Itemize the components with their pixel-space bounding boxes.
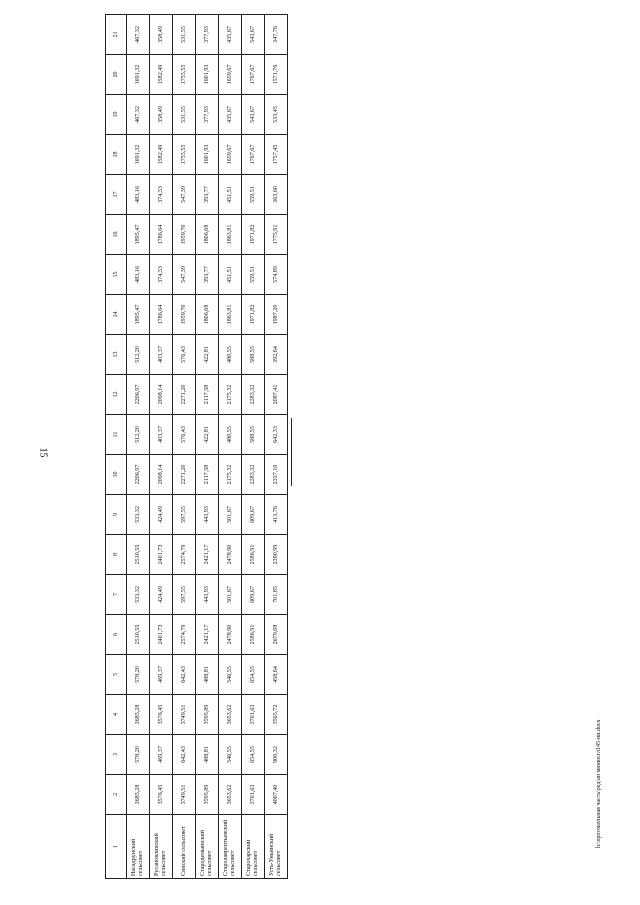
column-header: 4	[106, 695, 127, 735]
column-header: 21	[106, 15, 127, 55]
value-cell: 393,77	[196, 255, 219, 295]
value-cell: 2206,97	[127, 375, 150, 415]
column-header: 19	[106, 95, 127, 135]
value-cell: 2098,14	[150, 375, 173, 415]
table-row	[196, 15, 219, 879]
value-cell: 1863,81	[219, 215, 242, 255]
value-cell: 3576,45	[150, 695, 173, 735]
value-cell: 2510,55	[127, 615, 150, 655]
value-cell: 347,76	[265, 15, 288, 55]
value-cell: 2401,73	[150, 615, 173, 655]
value-cell: 3761,63	[242, 775, 265, 815]
value-cell: 1971,82	[242, 295, 265, 335]
value-cell: 483,16	[127, 255, 150, 295]
value-cell: 451,51	[219, 175, 242, 215]
value-cell: 467,32	[127, 95, 150, 135]
value-cell: 2421,17	[196, 535, 219, 575]
value-cell: 358,49	[150, 15, 173, 55]
table-header-row	[106, 15, 127, 879]
value-cell: 3576,45	[150, 775, 173, 815]
value-cell: 3595,89	[196, 695, 219, 735]
value-cell: 2478,90	[219, 535, 242, 575]
value-cell: 1757,45	[265, 135, 288, 175]
value-cell: 576,43	[173, 335, 196, 375]
value-cell: 3685,28	[127, 775, 150, 815]
column-header: 13	[106, 335, 127, 375]
value-cell: 2175,32	[219, 375, 242, 415]
value-cell: 443,93	[196, 575, 219, 615]
value-cell: 403,37	[150, 335, 173, 375]
row-name-cell: Старохарский сельсовет	[242, 815, 265, 879]
column-header: 17	[106, 175, 127, 215]
value-cell: 1959,70	[173, 215, 196, 255]
value-cell: 3749,51	[173, 695, 196, 735]
value-cell: 1959,70	[173, 295, 196, 335]
value-cell: 609,67	[242, 495, 265, 535]
value-cell: 374,33	[150, 255, 173, 295]
value-cell: 2421,17	[196, 615, 219, 655]
value-cell: 1895,47	[127, 295, 150, 335]
value-cell: 1601,93	[196, 55, 219, 95]
row-name-cell: Старолаврентьевский сельсовет	[219, 815, 242, 879]
row-name-cell: Русановлинский сельсовет	[150, 815, 173, 879]
value-cell: 392,64	[265, 335, 288, 375]
column-header: 20	[106, 55, 127, 95]
column-header: 7	[106, 575, 127, 615]
value-cell: 374,33	[150, 175, 173, 215]
value-cell: 2401,73	[150, 535, 173, 575]
value-cell: 900,32	[265, 735, 288, 775]
column-header: 8	[106, 535, 127, 575]
value-cell: 576,43	[173, 415, 196, 455]
value-cell: 424,49	[150, 575, 173, 615]
value-cell: 512,20	[127, 335, 150, 375]
value-cell: 1755,55	[173, 55, 196, 95]
column-header: 6	[106, 615, 127, 655]
value-cell: 1659,67	[219, 135, 242, 175]
value-cell: 467,32	[127, 15, 150, 55]
table-row	[127, 15, 150, 879]
value-cell: 1806,08	[196, 215, 219, 255]
value-cell: 480,55	[219, 335, 242, 375]
value-cell: 469,37	[150, 735, 173, 775]
value-cell: 2175,32	[219, 455, 242, 495]
value-cell: 588,55	[242, 335, 265, 375]
value-cell: 533,32	[127, 495, 150, 535]
value-cell: 533,45	[265, 95, 288, 135]
value-cell: 2271,20	[173, 375, 196, 415]
data-table	[105, 14, 288, 879]
value-cell: 609,67	[242, 575, 265, 615]
value-cell: 2574,79	[173, 535, 196, 575]
value-cell: 642,43	[173, 655, 196, 695]
value-cell: 424,49	[150, 495, 173, 535]
value-cell: 3761,63	[242, 695, 265, 735]
page-number: 15	[37, 447, 49, 458]
value-cell: 547,39	[173, 175, 196, 215]
value-cell: 2390,99	[265, 535, 288, 575]
value-cell: 1971,82	[242, 215, 265, 255]
value-cell: 488,81	[196, 655, 219, 695]
value-cell: 1775,91	[265, 215, 288, 255]
table-row	[242, 15, 265, 879]
table-row	[150, 15, 173, 879]
value-cell: 2586,91	[242, 615, 265, 655]
value-cell: 4007,40	[265, 775, 288, 815]
value-cell: 1659,67	[219, 55, 242, 95]
column-header: 2	[106, 775, 127, 815]
row-name-cell: Усть-Уньинский сельсовет	[265, 815, 288, 879]
value-cell: 1767,67	[242, 135, 265, 175]
footer-file-path: h:\протокольная часть\ред\ан мннюсгл145-ни.docx	[596, 719, 602, 848]
value-cell: 559,51	[242, 175, 265, 215]
value-cell: 543,67	[242, 95, 265, 135]
value-cell: 422,81	[196, 415, 219, 455]
column-header: 3	[106, 735, 127, 775]
value-cell: 2117,58	[196, 455, 219, 495]
value-cell: 403,37	[150, 415, 173, 455]
value-cell: 2283,32	[242, 455, 265, 495]
value-cell: 531,55	[173, 15, 196, 55]
value-cell: 501,67	[219, 575, 242, 615]
value-cell: 3685,28	[127, 695, 150, 735]
value-cell: 458,64	[265, 655, 288, 695]
value-cell: 2117,58	[196, 375, 219, 415]
column-header: 10	[106, 455, 127, 495]
value-cell: 377,93	[196, 15, 219, 55]
value-cell: 480,55	[219, 415, 242, 455]
value-cell: 2586,91	[242, 535, 265, 575]
value-cell: 2098,14	[150, 455, 173, 495]
value-cell: 501,67	[219, 495, 242, 535]
value-cell: 1987,20	[265, 295, 288, 335]
table-row	[265, 15, 288, 879]
column-header: 16	[106, 215, 127, 255]
value-cell: 559,51	[242, 255, 265, 295]
value-cell: 435,67	[219, 95, 242, 135]
value-cell: 3595,89	[196, 775, 219, 815]
value-cell: 1571,76	[265, 55, 288, 95]
value-cell: 2478,90	[219, 615, 242, 655]
value-cell: 1786,64	[150, 215, 173, 255]
row-name-cell: Насадрунский сельсовет	[127, 815, 150, 879]
value-cell: 1767,67	[242, 55, 265, 95]
row-name-cell: Стародемьянский сельсовет	[196, 815, 219, 879]
value-cell: 531,55	[173, 95, 196, 135]
column-header: 14	[106, 295, 127, 335]
data-table-container	[105, 14, 288, 879]
value-cell: 2679,08	[265, 615, 288, 655]
value-cell: 654,55	[242, 735, 265, 775]
column-header: 15	[106, 255, 127, 295]
value-cell: 3565,72	[265, 695, 288, 735]
value-cell: 547,39	[173, 255, 196, 295]
value-cell: 451,51	[219, 255, 242, 295]
value-cell: 469,37	[150, 655, 173, 695]
row-name-cell: Синский сельсовет	[173, 815, 196, 879]
value-cell: 2283,32	[242, 375, 265, 415]
value-cell: 413,76	[265, 495, 288, 535]
column-header: 12	[106, 375, 127, 415]
value-cell: 435,67	[219, 15, 242, 55]
value-cell: 1755,55	[173, 135, 196, 175]
value-cell: 1691,32	[127, 55, 150, 95]
value-cell: 578,20	[127, 655, 150, 695]
value-cell: 578,20	[127, 735, 150, 775]
value-cell: 443,93	[196, 495, 219, 535]
value-cell: 358,49	[150, 95, 173, 135]
value-cell: 3653,62	[219, 775, 242, 815]
value-cell: 1691,32	[127, 135, 150, 175]
column-header: 11	[106, 415, 127, 455]
value-cell: 2206,97	[127, 455, 150, 495]
value-cell: 597,55	[173, 495, 196, 535]
value-cell: 363,60	[265, 175, 288, 215]
table-row	[173, 15, 196, 879]
value-cell: 488,81	[196, 735, 219, 775]
table-row	[219, 15, 242, 879]
value-cell: 546,55	[219, 655, 242, 695]
value-cell: 543,67	[242, 15, 265, 55]
value-cell: 1582,49	[150, 135, 173, 175]
value-cell: 1895,47	[127, 215, 150, 255]
value-cell: 2510,55	[127, 535, 150, 575]
column-header: 18	[106, 135, 127, 175]
value-cell: 377,93	[196, 95, 219, 135]
column-header: 5	[106, 655, 127, 695]
value-cell: 654,55	[242, 655, 265, 695]
value-cell: 642,33	[265, 415, 288, 455]
value-cell: 2574,79	[173, 615, 196, 655]
value-cell: 422,81	[196, 335, 219, 375]
value-cell: 3749,51	[173, 775, 196, 815]
value-cell: 642,43	[173, 735, 196, 775]
value-cell: 597,55	[173, 575, 196, 615]
value-cell: 2271,20	[173, 455, 196, 495]
value-cell: 701,85	[265, 575, 288, 615]
value-cell: 1601,93	[196, 135, 219, 175]
value-cell: 2087,41	[265, 375, 288, 415]
value-cell: 483,16	[127, 175, 150, 215]
divider-line	[291, 418, 292, 486]
value-cell: 1863,81	[219, 295, 242, 335]
value-cell: 393,77	[196, 175, 219, 215]
value-cell: 1582,49	[150, 55, 173, 95]
value-cell: 533,32	[127, 575, 150, 615]
value-cell: 588,55	[242, 415, 265, 455]
value-cell: 574,89	[265, 255, 288, 295]
value-cell: 1806,08	[196, 295, 219, 335]
value-cell: 2337,10	[265, 455, 288, 495]
value-cell: 512,20	[127, 415, 150, 455]
value-cell: 3653,62	[219, 695, 242, 735]
value-cell: 1786,64	[150, 295, 173, 335]
column-header: 9	[106, 495, 127, 535]
value-cell: 546,55	[219, 735, 242, 775]
column-header: 1	[106, 815, 127, 879]
